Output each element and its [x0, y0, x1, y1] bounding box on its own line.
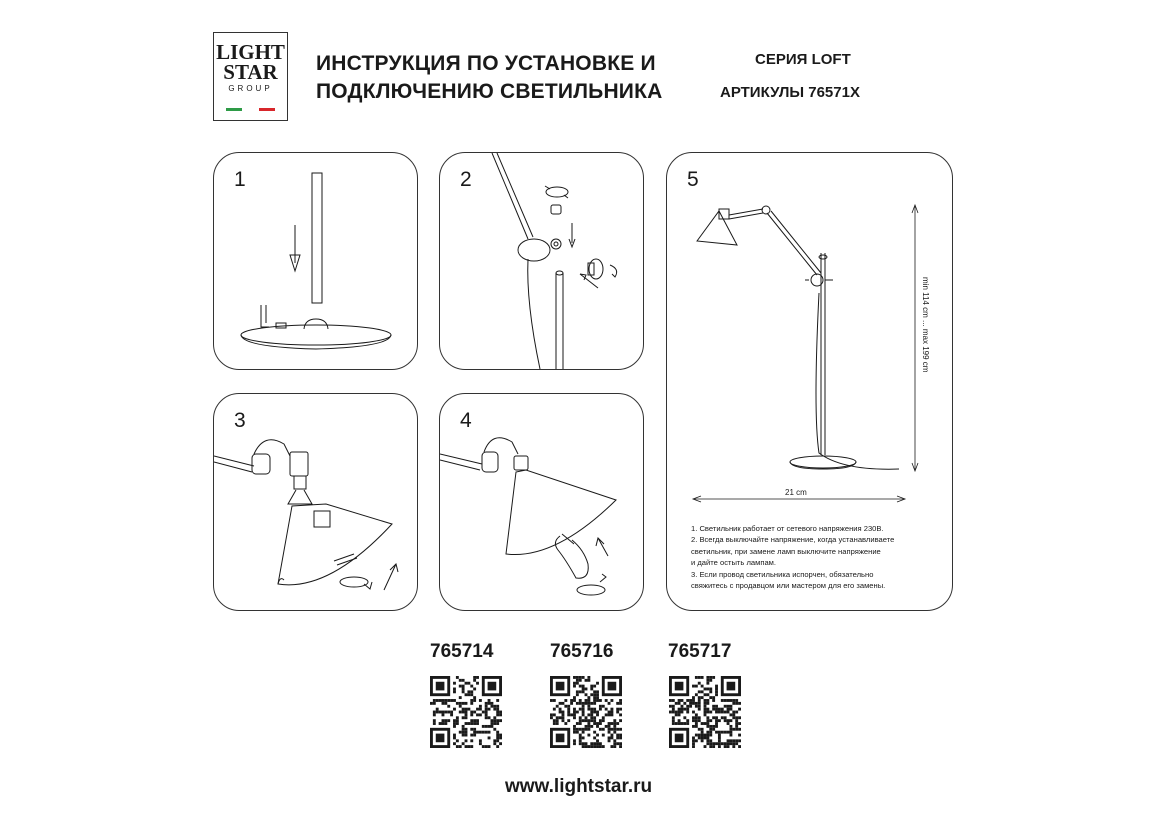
- italian-flag-icon: [226, 108, 275, 111]
- step-number: 4: [460, 409, 472, 432]
- series-label: СЕРИЯ LOFT: [755, 51, 851, 68]
- step-number: 3: [234, 409, 246, 432]
- document-title: [316, 50, 663, 106]
- qr-code-icon[interactable]: [430, 676, 502, 748]
- articles-label: АРТИКУЛЫ 76571X: [720, 84, 860, 101]
- title-line-1: ИНСТРУКЦИЯ ПО УСТАНОВКЕ И: [316, 52, 656, 75]
- note-line: 2. Всегда выключайте напряжение, когда устанавливаете: [691, 535, 895, 545]
- logo-line-1: LIGHT: [216, 40, 285, 64]
- safety-notes: [691, 523, 941, 591]
- website-link[interactable]: www.lightstar.ru: [505, 776, 653, 797]
- qr-code-icon[interactable]: [550, 676, 622, 748]
- height-dimension-label: min 114 cm ... max 199 cm: [921, 277, 930, 373]
- brand-logo: [213, 32, 288, 121]
- step-panel-4: [439, 393, 644, 611]
- article-number: 765716: [550, 641, 614, 662]
- note-line: и дайте остыть лампам.: [691, 558, 777, 568]
- step-number: 1: [234, 168, 246, 191]
- note-line: светильник, при замене ламп выключите напряжение: [691, 546, 881, 556]
- note-line: свяжитесь с продавцом или мастером для его замены.: [691, 581, 886, 591]
- title-line-2: ПОДКЛЮЧЕНИЮ СВЕТИЛЬНИКА: [316, 80, 663, 103]
- note-line: 3. Если провод светильника испорчен, обязательно: [691, 569, 874, 579]
- logo-line-3: GROUP: [228, 84, 273, 93]
- qr-code-icon[interactable]: [669, 676, 741, 748]
- width-dimension-label: 21 cm: [785, 488, 807, 497]
- logo-line-2: STAR: [223, 60, 278, 84]
- step-number: 5: [687, 168, 699, 191]
- step-number: 2: [460, 168, 472, 191]
- note-line: 1. Светильник работает от сетевого напряжения 230В.: [691, 524, 884, 533]
- step-panel-1: [213, 152, 418, 370]
- article-number: 765714: [430, 641, 494, 662]
- step-panel-2: [439, 152, 644, 370]
- article-number: 765717: [668, 641, 732, 662]
- step-panel-3: [213, 393, 418, 611]
